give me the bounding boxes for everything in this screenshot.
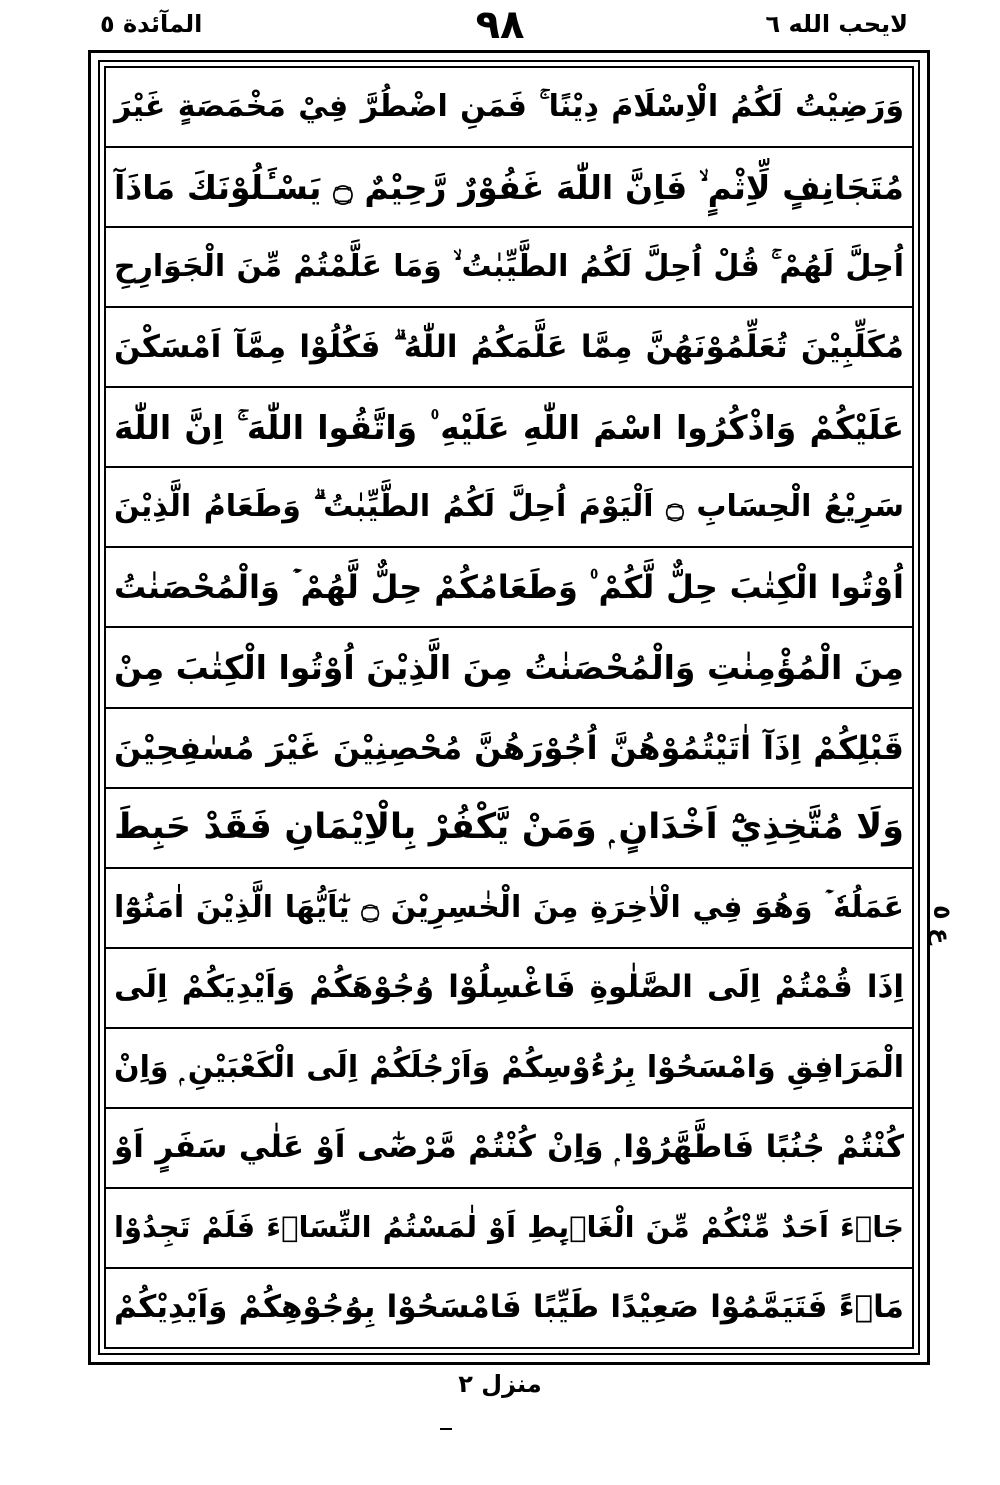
- line-text: اُحِلَّ لَهُمْ ۚ قُلْ اُحِلَّ لَكُمُ الطَّيِّبٰتُ ۙ وَمَا عَلَّمْتُمْ مِّنَ الْجَوَارِحِ: [114, 249, 904, 285]
- page-frame: [88, 50, 930, 1365]
- text-line: [106, 468, 912, 548]
- text-line: [106, 148, 912, 228]
- text-line: [106, 388, 912, 468]
- line-text: سَرِيْعُ الْحِسَابِ ۝ اَلْيَوْمَ اُحِلَّ لَكُمُ الطَّيِّبٰتُ ۗ وَطَعَامُ الَّذِيْنَ: [114, 489, 904, 525]
- text-line: [106, 68, 912, 148]
- line-text: كُنْتُمْ جُنُبًا فَاطَّهَّرُوْا ۭ وَاِنْ كُنْتُمْ مَّرْضٰٓى اَوْ عَلٰي سَفَرٍ اَوْ: [114, 1129, 904, 1166]
- line-text: مُكَلِّبِيْنَ تُعَلِّمُوْنَهُنَّ مِمَّا عَلَّمَكُمُ اللّٰهُ ۗ فَكُلُوْا مِمَّآ اَمْسَكْنَ: [114, 328, 904, 365]
- text-line: [106, 1029, 912, 1109]
- page-header: [0, 0, 1000, 52]
- line-text: وَرَضِيْتُ لَكُمُ الْاِسْلَامَ دِيْنًا ۚ فَمَنِ اضْطُرَّ فِيْ مَخْمَصَةٍ غَيْرَ: [114, 89, 904, 125]
- line-text: مِنَ الْمُؤْمِنٰتِ وَالْمُحْصَنٰتُ مِنَ الَّذِيْنَ اُوْتُوا الْكِتٰبَ مِنْ: [114, 647, 904, 687]
- surah-title: المآئدة ٥: [100, 10, 203, 38]
- line-text: مُتَجَانِفٍ لِّاِثْمٍ ۙ فَاِنَّ اللّٰهَ غَفُوْرٌ رَّحِيْمٌ ۝ يَسْـَٔلُوْنَكَ مَاذَآ: [114, 167, 904, 207]
- text-line: [106, 548, 912, 628]
- manzil-label: منزل ٢: [458, 1370, 542, 1398]
- text-line: [106, 228, 912, 308]
- line-text: جَاۗءَ اَحَدٌ مِّنْكُمْ مِّنَ الْغَاۗىِٕطِ اَوْ لٰمَسْتُمُ النِّسَاۗءَ فَلَمْ تَجِدُوْا: [114, 1210, 904, 1245]
- line-text: الْمَرَافِقِ وَامْسَحُوْا بِرُءُوْسِكُمْ وَاَرْجُلَكُمْ اِلَى الْكَعْبَيْنِ ۭ وَاِنْ: [114, 1049, 904, 1085]
- page-number: ٩٨: [475, 2, 525, 48]
- line-text: اِذَا قُمْتُمْ اِلَى الصَّلٰوةِ فَاغْسِلُوْا وُجُوْهَكُمْ وَاَيْدِيَكُمْ اِلَى: [114, 969, 904, 1006]
- ruku-marker: ع ٥: [928, 905, 956, 945]
- text-line: [106, 1189, 912, 1269]
- line-text: مَاۗءً فَتَيَمَّمُوْا صَعِيْدًا طَيِّبًا فَامْسَحُوْا بِوُجُوْهِكُمْ وَاَيْدِيْكُمْ: [114, 1289, 904, 1326]
- text-block: [104, 66, 914, 1349]
- text-line: [106, 628, 912, 708]
- line-text: اُوْتُوا الْكِتٰبَ حِلٌّ لَّكُمْ ۠ وَطَعَامُكُمْ حِلٌّ لَّهُمْ ۡ وَالْمُحْصَنٰتُ: [114, 568, 904, 607]
- text-line: [106, 1109, 912, 1189]
- line-text: عَمَلُهٗ ۡ وَهُوَ فِي الْاٰخِرَةِ مِنَ الْخٰسِرِيْنَ ۝ يٰٓاَيُّهَا الَّذِيْنَ اٰمَنُوْٓا: [114, 889, 905, 925]
- text-line: [106, 1269, 912, 1347]
- para-title: لايحب الله ٦: [765, 10, 908, 38]
- text-line: [106, 308, 912, 388]
- line-text: عَلَيْكُمْ وَاذْكُرُوا اسْمَ اللّٰهِ عَلَيْهِ ۠ وَاتَّقُوا اللّٰهَ ۚ اِنَّ اللّٰهَ: [114, 407, 904, 447]
- text-line: [106, 949, 912, 1029]
- line-text: قَبْلِكُمْ اِذَآ اٰتَيْتُمُوْهُنَّ اُجُوْرَهُنَّ مُحْصِنِيْنَ غَيْرَ مُسٰفِحِيْنَ: [114, 728, 904, 767]
- text-line: [106, 789, 912, 869]
- decorative-border: [98, 60, 920, 1355]
- text-line: [106, 709, 912, 789]
- line-text: وَلَا مُتَّخِذِيْٓ اَخْدَانٍ ۭ وَمَنْ يَّكْفُرْ بِالْاِيْمَانِ فَقَدْ حَبِطَ: [114, 807, 904, 848]
- text-line: [106, 869, 912, 949]
- footer-mark: [440, 1428, 452, 1430]
